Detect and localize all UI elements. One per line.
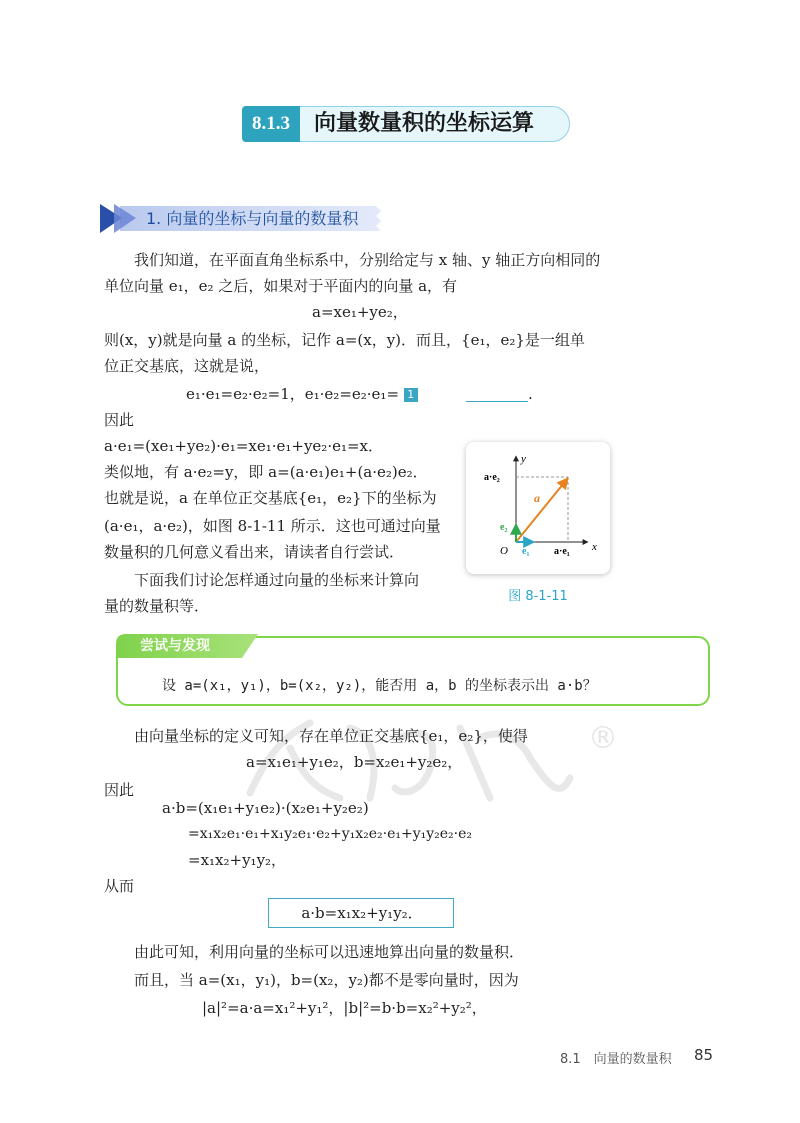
footer-section-name: 8.1 向量的数量积 xyxy=(560,1052,672,1067)
equation: =x₁x₂e₁·e₁+x₁y₂e₁·e₂+y₁x₂e₂·e₁+y₁y₂e₂·e₂ xyxy=(188,826,473,842)
body-line: 因此 xyxy=(104,411,135,429)
body-line: 由向量坐标的定义可知，存在单位正交基底{e₁，e₂}，使得 xyxy=(134,727,528,745)
equation: a·b=(x₁e₁+y₁e₂)·(x₂e₁+y₂e₂) xyxy=(162,799,369,817)
section-number: 8.1.3 xyxy=(242,106,300,142)
body-line: 数量积的几何意义看出来，请读者自行尝试． xyxy=(104,543,405,561)
equation: a=x₁e₁+y₁e₂，b=x₂e₁+y₂e₂， xyxy=(246,753,463,771)
equation: |a|²=a·a=x₁²+y₁²，|b|²=b·b=x₂²+y₂²， xyxy=(202,999,487,1017)
blank-number: 1 xyxy=(404,388,418,402)
y-axis-label: y xyxy=(521,453,526,465)
body-line: 而且，当 a=(x₁，y₁)，b=(x₂，y₂)都不是零向量时，因为 xyxy=(134,971,519,989)
body-line: 下面我们讨论怎样通过向量的坐标来计算向 xyxy=(134,571,420,589)
equation: a·e₁=(xe₁+ye₂)·e₁=xe₁·e₁+ye₂·e₁=x． xyxy=(104,437,384,455)
try-and-discover-label: 尝试与发现 xyxy=(140,638,210,654)
body-line: 也就是说，a 在单位正交基底{e₁，e₂}下的坐标为 xyxy=(104,489,437,507)
try-and-discover-tab xyxy=(116,634,258,658)
origin-label: O xyxy=(500,545,508,557)
boxed-formula-text: a·b=x₁x₂+y₁y₂． xyxy=(301,904,423,922)
a-dot-e2-label: a·e₂ xyxy=(484,472,500,483)
body-line: 因此 xyxy=(104,781,135,799)
try-question: 设 a=(x₁，y₁)，b=(x₂，y₂)，能否用 a，b 的坐标表示出 a·b？ xyxy=(162,678,597,694)
equation: a=xe₁+ye₂， xyxy=(312,303,408,321)
registered-mark: ® xyxy=(588,721,618,756)
a-dot-e1-label: a·e₁ xyxy=(554,546,570,557)
equation-text: e₁·e₁=e₂·e₂=1，e₁·e₂=e₂·e₁= xyxy=(186,385,400,403)
body-line: 单位向量 e₁，e₂ 之后，如果对于平面内的向量 a，有 xyxy=(104,277,458,295)
section-title-text: 向量数量积的坐标运算 xyxy=(314,111,535,136)
page-number: 85 xyxy=(694,1046,714,1064)
subsection-header xyxy=(100,204,382,234)
fill-in-blank-line xyxy=(466,401,528,402)
subsection-title: 1. 向量的坐标与向量的数量积 xyxy=(146,209,359,228)
vector-diagram xyxy=(466,442,610,574)
boxed-formula xyxy=(268,898,454,928)
body-line: 类似地，有 a·e₂=y，即 a=(a·e₁)e₁+(a·e₂)e₂． xyxy=(104,463,428,481)
body-line: 我们知道，在平面直角坐标系中，分别给定与 x 轴、y 轴正方向相同的 xyxy=(134,251,601,269)
body-line: 则(x，y)就是向量 a 的坐标，记作 a=(x，y)．而且，{e₁，e₂}是一组单 xyxy=(104,331,585,349)
vector-a-label: a xyxy=(534,491,540,505)
figure-caption: 图 8-1-11 xyxy=(508,589,568,604)
body-line: 由此可知，利用向量的坐标可以迅速地算出向量的数量积． xyxy=(134,943,525,961)
x-axis-label: x xyxy=(592,541,597,553)
equation: =x₁x₂+y₁y₂， xyxy=(188,851,287,869)
section-title xyxy=(242,106,570,142)
equation xyxy=(186,384,418,404)
vector-a-arrow xyxy=(516,478,568,542)
period: . xyxy=(528,385,533,403)
body-line: 位正交基底，这就是说， xyxy=(104,357,270,375)
body-line: (a·e₁，a·e₂)，如图 8-1-11 所示．这也可通过向量 xyxy=(104,517,441,535)
e2-label: e₂ xyxy=(500,522,508,533)
body-line: 从而 xyxy=(104,877,135,895)
body-line: 量的数量积等． xyxy=(104,597,210,615)
figure-8-1-11 xyxy=(466,442,610,574)
e1-label: e₁ xyxy=(522,546,530,557)
